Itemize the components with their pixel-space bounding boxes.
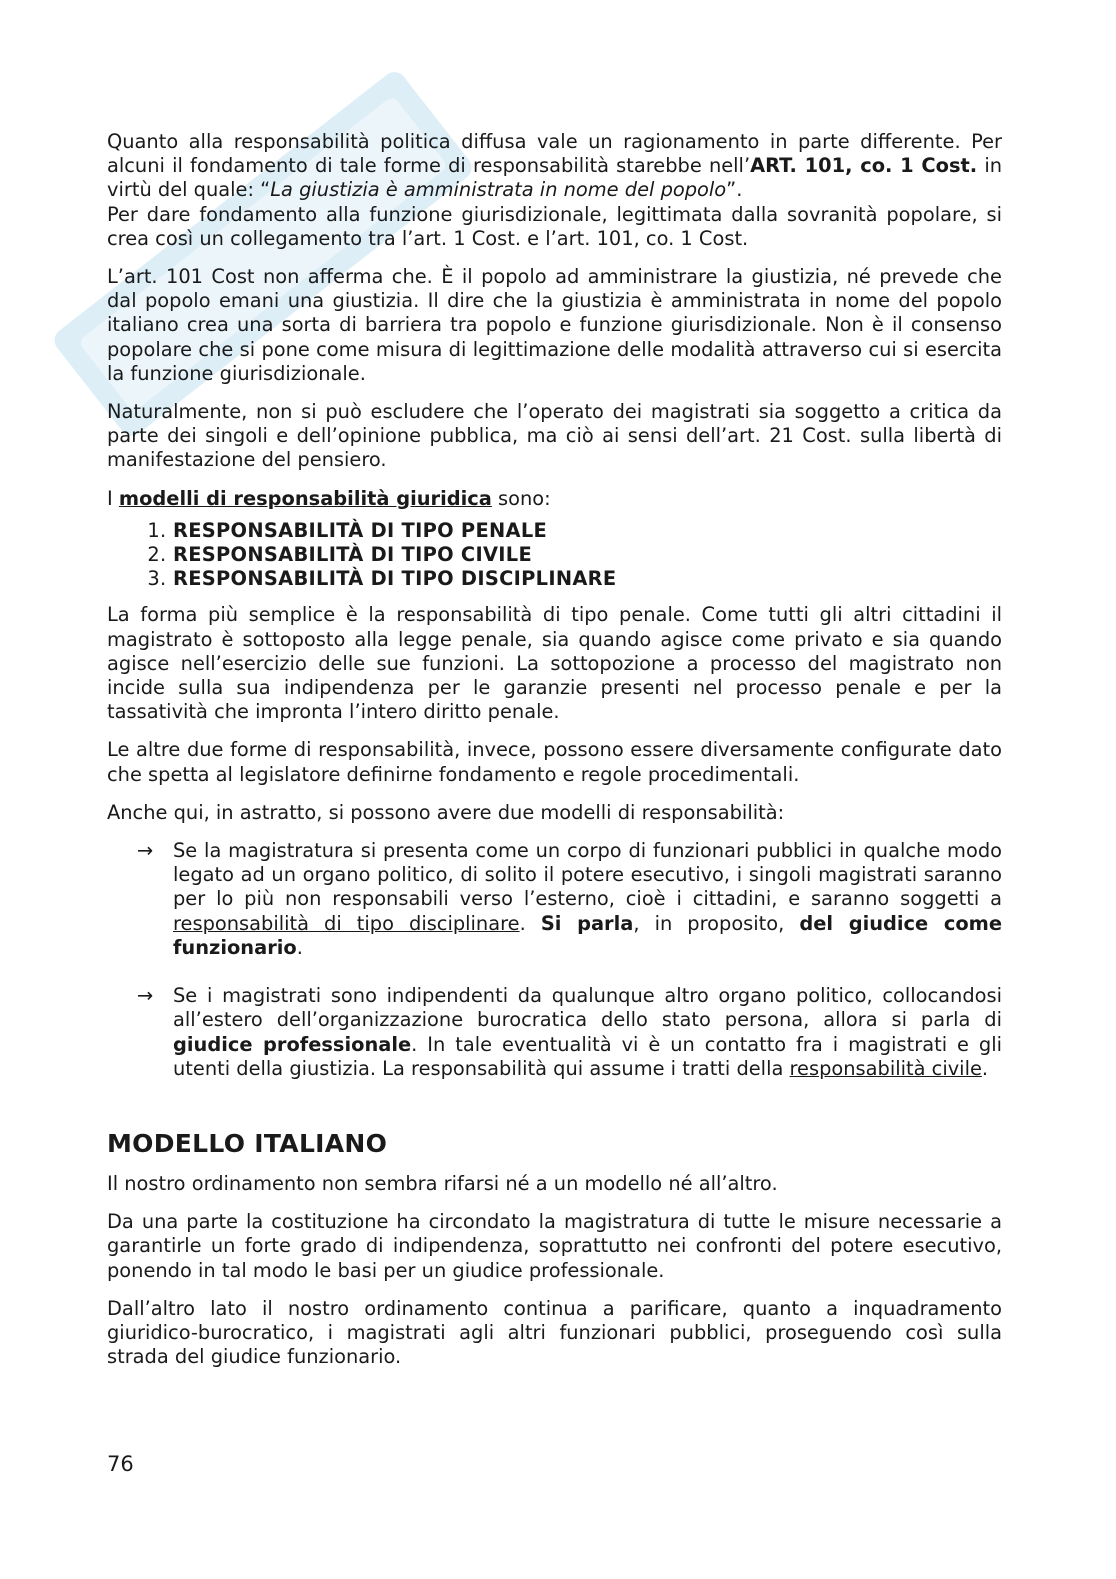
- paragraph-other-forms: Le altre due forme di responsabilità, invece, possono essere diversamente configurate dato che spetta al legislatore definirne fondamento e regole procedimentali.: [107, 738, 1002, 786]
- list-item: 3. RESPONSABILITÀ DI TIPO DISCIPLINARE: [173, 567, 1002, 591]
- paragraph-two-models: Anche qui, in astratto, si possono avere due modelli di responsabilità:: [107, 800, 785, 824]
- list-item: 1. RESPONSABILITÀ DI TIPO PENALE: [173, 519, 1002, 543]
- list-item: → Se la magistratura si presenta come un corpo di funzionari pubblici in qualche modo legato ad un organo politico, di solito il potere esecutivo, i singoli magistrati saranno per lo più non responsabili verso l’esterno, cioè i cittadini, e saranno soggetti a responsabilità di tipo disciplinare. Si parla, in proposito, del giudice come funzionario.: [137, 839, 1003, 959]
- models-list: [107, 519, 1002, 592]
- paragraph-foundation: Per dare fondamento alla funzione giurisdizionale, legittimata dalla sovranità popolare, si crea così un collegamento tra l’art. 1 Cost. e l’art. 101, co. 1 Cost.: [107, 202, 1002, 250]
- page-number: 76: [107, 1452, 134, 1476]
- list-item: 2. RESPONSABILITÀ DI TIPO CIVILE: [173, 543, 1002, 567]
- paragraph-penal-responsibility: La forma più semplice è la responsabilità di tipo penale. Come tutti gli altri cittadini il magistrato è sottoposto alla legge penale, sia quando agisce come privato e sia quando agisce nell’esercizio delle sue funzioni. La sottopozione a processo del magistrato non incide sulla sua indipendenza per le garanzie presenti nel processo penale e per la tassatività che impronta l’intero diritto penale.: [107, 603, 1002, 724]
- paragraph-public-criticism: Naturalmente, non si può escludere che l’operato dei magistrati sia soggetto a critica da parte dei singoli e dell’opinione pubblica, ma ciò ai sensi dell’art. 21 Cost. sulla libertà di manifestazione del pensiero.: [107, 400, 1002, 472]
- paragraph-models-intro: I modelli di responsabilità giuridica sono:: [107, 486, 551, 510]
- paragraph-political-responsibility: Quanto alla responsabilità politica diffusa vale un ragionamento in parte differente. Per alcuni il fondamento di tale forme di responsabilità starebbe nell’ART. 101, co. 1 Cost. in virtù del quale: “La giustizia è amministrata in nome del popolo”.: [107, 130, 1002, 202]
- paragraph-art-101: L’art. 101 Cost non afferma che. È il popolo ad amministrare la giustizia, né prevede che dal popolo emani una giustizia. Il dire che la giustizia è amministrata in nome del popolo italiano crea una sorta di barriera tra popolo e funzione giurisdizionale. Non è il consenso popolare che si pone come misura di legittimazione delle modalità attraverso cui si esercita la funzione giurisdizionale.: [107, 265, 1002, 385]
- arrow-icon: →: [137, 839, 154, 863]
- list-item: → Se i magistrati sono indipendenti da qualunque altro organo politico, collocandosi all’estero dell’organizzazione burocratica dello stato persona, allora si parla di giudice professionale. In tale eventualità vi è un contatto fra i magistrati e gli utenti della giustizia. La responsabilità qui assume i tratti della responsabilità civile.: [137, 984, 1002, 1080]
- section-heading: MODELLO ITALIANO: [107, 1128, 388, 1158]
- arrow-list: [107, 839, 1002, 1081]
- document-page: [107, 130, 1002, 1383]
- paragraph-italian-model: Il nostro ordinamento non sembra rifarsi né a un modello né all’altro.: [107, 1171, 778, 1195]
- arrow-icon: →: [137, 984, 154, 1008]
- paragraph-constitution: Da una parte la costituzione ha circondato la magistratura di tutte le misure necessarie a garantirle un forte grado di indipendenza, soprattutto nei confronti del potere esecutivo, ponendo in tal modo le basi per un giudice professionale.: [107, 1210, 1002, 1282]
- paragraph-other-side: Dall’altro lato il nostro ordinamento continua a parificare, quanto a inquadramento giuridico-burocratico, i magistrati agli altri funzionari pubblici, proseguendo così sulla strada del giudice funzionario.: [107, 1296, 1002, 1369]
